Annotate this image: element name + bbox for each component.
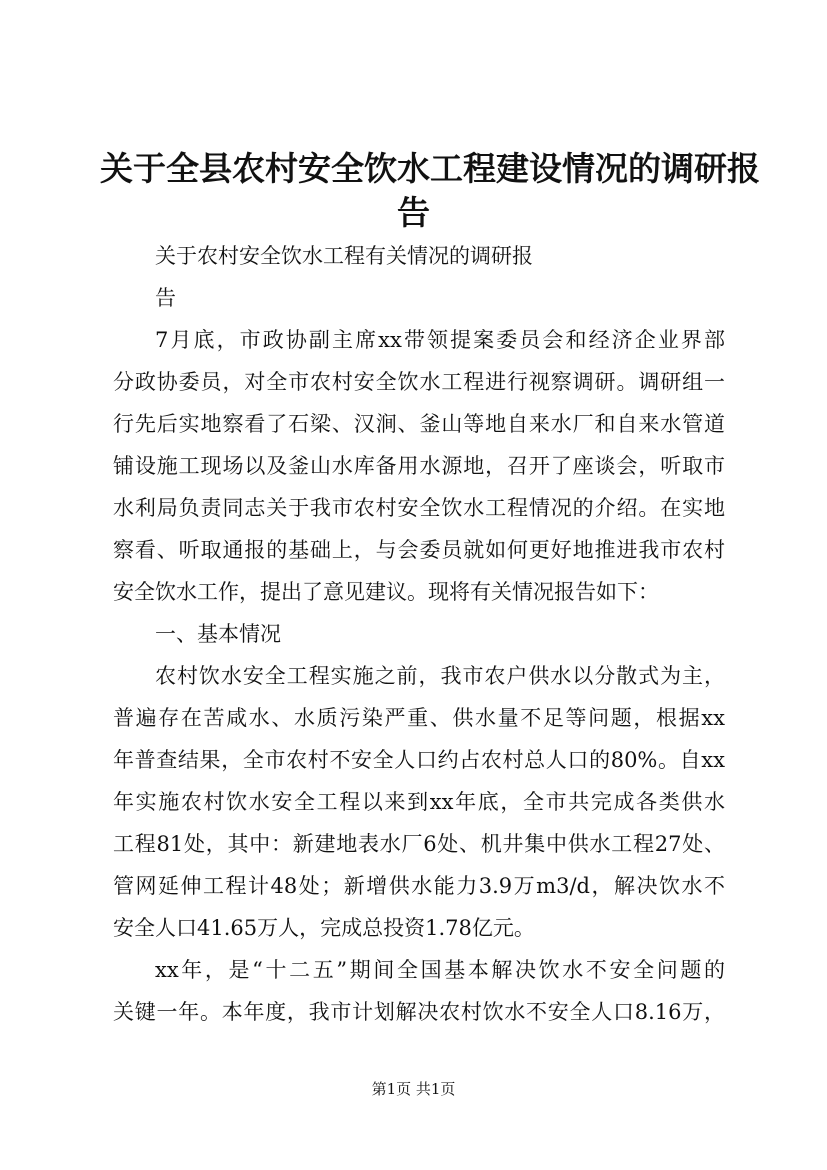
- paragraph-2-line-5: 工程81处，其中：新建地表水厂6处、机井集中供水工程27处、: [113, 832, 725, 856]
- paragraph-2-line-2: 普遍存在苦咸水、水质污染严重、供水量不足等问题，根据xx: [113, 706, 725, 730]
- paragraph-1-line-7: 安全饮水工作，提出了意见建议。现将有关情况报告如下：: [113, 580, 659, 604]
- paragraph-1-line-3: 行先后实地察看了石梁、汉涧、釜山等地自来水厂和自来水管道: [113, 412, 725, 436]
- paragraph-1-line-6: 察看、听取通报的基础上，与会委员就如何更好地推进我市农村: [113, 538, 725, 562]
- paragraph-2-line-1: 农村饮水安全工程实施之前，我市农户供水以分散式为主，: [155, 664, 725, 688]
- paragraph-2-line-4: 年实施农村饮水安全工程以来到xx年底，全市共完成各类供水: [113, 790, 725, 814]
- paragraph-3-line-1: xx年，是“十二五”期间全国基本解决饮水不安全问题的: [155, 958, 725, 982]
- paragraph-1-line-2: 分政协委员，对全市农村安全饮水工程进行视察调研。调研组一: [113, 370, 725, 394]
- subtitle-line-2: 告: [155, 286, 176, 310]
- paragraph-2-line-7: 安全人口41.65万人，完成总投资1.78亿元。: [113, 916, 535, 940]
- document-title-line-1: 关于全县农村安全饮水工程建设情况的调研报: [100, 149, 760, 188]
- paragraph-2-line-3: 年普查结果，全市农村不安全人口约占农村总人口的80%。自xx: [113, 748, 725, 772]
- page-footer: 第1页 共1页: [371, 1080, 456, 1098]
- paragraph-3-line-2: 关键一年。本年度，我市计划解决农村饮水不安全人口8.16万，: [113, 1000, 725, 1024]
- section-heading: 一、基本情况: [155, 622, 281, 646]
- subtitle-line-1: 关于农村安全饮水工程有关情况的调研报: [155, 244, 533, 268]
- paragraph-1-line-1: 7月底，市政协副主席xx带领提案委员会和经济企业界部: [155, 328, 725, 352]
- paragraph-1-line-5: 水利局负责同志关于我市农村安全饮水工程情况的介绍。在实地: [113, 496, 725, 520]
- document-title-line-2: 告: [397, 193, 430, 232]
- paragraph-2-line-6: 管网延伸工程计48处；新增供水能力3.9万m3/d，解决饮水不: [113, 874, 725, 898]
- paragraph-1-line-4: 铺设施工现场以及釜山水库备用水源地，召开了座谈会，听取市: [113, 454, 725, 478]
